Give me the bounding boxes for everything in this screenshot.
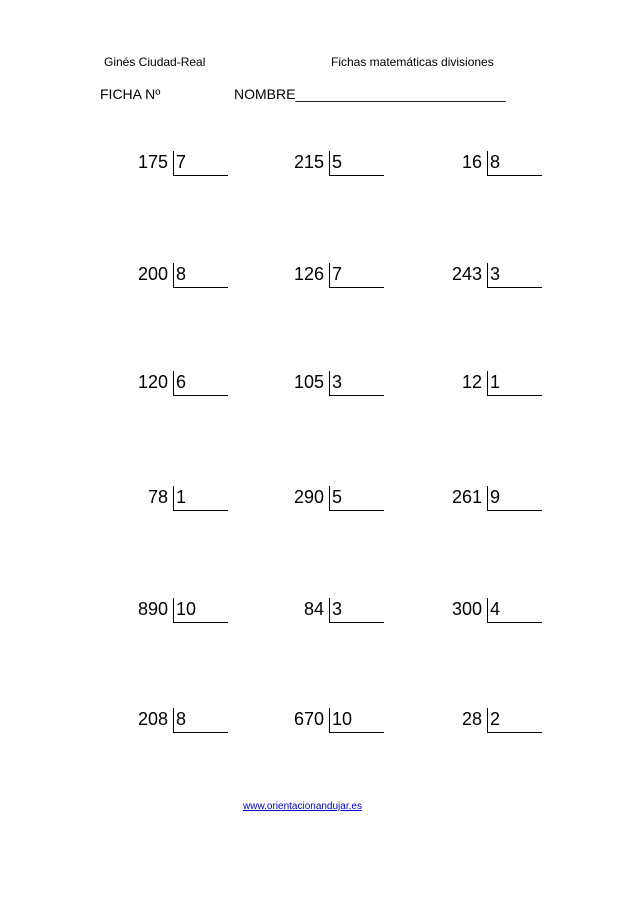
dividend: 243 [451,264,482,284]
header-author: Ginés Ciudad-Real [104,55,206,69]
division-problem [424,151,574,191]
division-problem [110,708,260,748]
dividend: 290 [293,487,324,507]
dividend: 300 [451,599,482,619]
dividend: 12 [461,372,482,392]
division-problem [110,486,260,526]
dividend: 84 [303,599,324,619]
dividend: 28 [461,709,482,729]
dividend: 105 [293,372,324,392]
division-problem [424,708,574,748]
division-problem [266,486,416,526]
divisor: 7 [176,152,187,172]
dividend: 890 [137,599,168,619]
header-title: Fichas matemáticas divisiones [331,55,494,69]
dividend: 126 [293,264,324,284]
divisor: 9 [490,487,501,507]
dividend: 670 [293,709,324,729]
division-problem [110,151,260,191]
divisor: 3 [332,599,343,619]
divisor: 8 [490,152,501,172]
dividend: 208 [137,709,168,729]
dividend: 120 [137,372,168,392]
division-problem [266,263,416,303]
divisor: 8 [176,709,187,729]
divisor: 10 [176,599,197,619]
divisor: 3 [490,264,501,284]
division-problem [110,371,260,411]
nombre-field-label: NOMBRE___________________________ [234,86,506,102]
division-problem [424,371,574,411]
divisor: 4 [490,599,501,619]
ficha-number-label: FICHA Nº [100,86,161,102]
divisor: 5 [332,152,343,172]
division-problem [424,598,574,638]
dividend: 261 [451,487,482,507]
divisor: 6 [176,372,187,392]
dividend: 175 [137,152,168,172]
division-problem [110,598,260,638]
divisor: 7 [332,264,343,284]
divisor: 1 [176,487,187,507]
division-problem [266,151,416,191]
dividend: 16 [461,152,482,172]
dividend: 78 [147,487,168,507]
dividend: 200 [137,264,168,284]
footer-website-link[interactable]: www.orientacionandujar.es [243,801,362,812]
division-problem [266,598,416,638]
divisor: 10 [332,709,353,729]
division-problem [424,263,574,303]
divisor: 2 [490,709,501,729]
divisor: 8 [176,264,187,284]
divisor: 1 [490,372,501,392]
division-problem [266,371,416,411]
divisor: 3 [332,372,343,392]
division-problem [266,708,416,748]
divisor: 5 [332,487,343,507]
division-problem [424,486,574,526]
division-problem [110,263,260,303]
dividend: 215 [293,152,324,172]
